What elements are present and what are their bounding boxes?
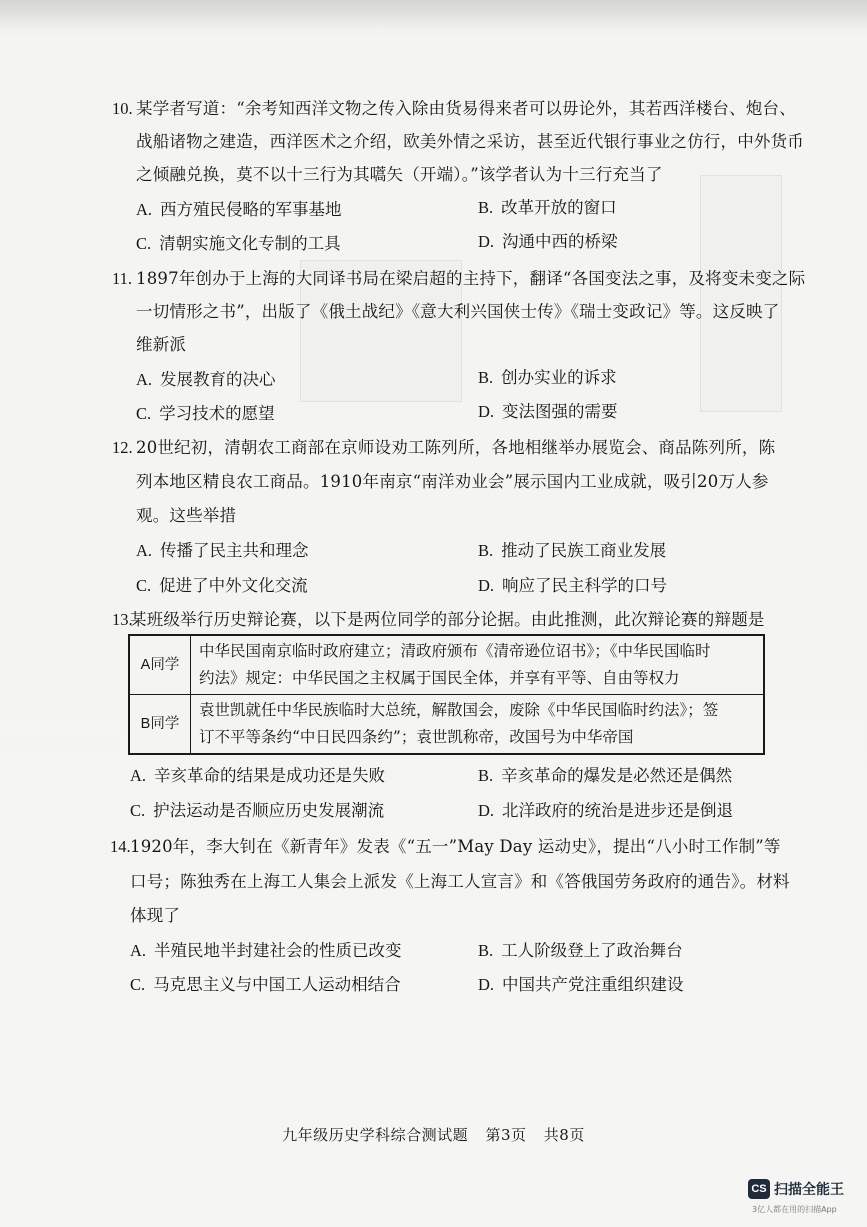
evidence-cell — [191, 635, 765, 695]
evidence-cell — [191, 695, 765, 755]
option-c — [136, 575, 308, 597]
option-text: 半殖民地半封建社会的性质已改变 — [154, 941, 402, 960]
option-text: 北洋政府的统治是进步还是倒退 — [502, 801, 734, 820]
option-a — [136, 369, 276, 391]
option-a — [130, 765, 385, 787]
evidence-line: 袁世凯就任中华民族临时大总统，解散国会，废除《中华民国临时约法》；签 — [199, 701, 719, 719]
question-number: 10. — [112, 99, 133, 118]
option-text: 沟通中西的桥梁 — [502, 232, 618, 251]
watermark-tagline: 3亿人都在用的扫描App — [752, 1205, 837, 1214]
option-letter: A. — [136, 541, 153, 560]
question-text: 战船诸物之建造，西洋医术之介绍，欧美外情之采访，甚至近代银行事业之仿行，中外货币 — [136, 132, 804, 151]
bleed-through-box — [700, 175, 782, 412]
option-letter: C. — [136, 576, 152, 595]
student-label: A同学 — [129, 635, 191, 695]
option-c — [136, 233, 341, 255]
scan-edge-shadow — [0, 0, 867, 28]
option-letter: C. — [130, 801, 146, 820]
option-text: 辛亥革命的结果是成功还是失败 — [154, 766, 386, 785]
option-text: 西方殖民侵略的军事基地 — [160, 200, 342, 219]
table-row — [129, 695, 764, 755]
option-a — [130, 940, 402, 962]
option-text: 响应了民主科学的口号 — [502, 576, 668, 595]
option-letter: B. — [478, 541, 494, 560]
option-letter: A. — [136, 200, 153, 219]
option-text: 中国共产党注重组织建设 — [502, 975, 684, 994]
question-text: 列本地区精良农工商品。1910年南京“南洋劝业会”展示国内工业成就，吸引20万人参 — [136, 472, 769, 491]
option-text: 变法图强的需要 — [502, 402, 618, 421]
question-number: 13. — [112, 610, 133, 629]
question-text: 1897年创办于上海的大同译书局在梁启超的主持下，翻译“各国变法之事，及将变未变之际 — [136, 269, 806, 288]
scanner-watermark — [748, 1178, 844, 1200]
option-text: 马克思主义与中国工人运动相结合 — [153, 975, 401, 994]
option-letter: D. — [478, 801, 495, 820]
option-text: 创办实业的诉求 — [501, 368, 617, 387]
option-letter: C. — [136, 404, 152, 423]
option-text: 工人阶级登上了政治舞台 — [501, 941, 683, 960]
option-b — [478, 540, 666, 562]
table-row — [129, 635, 764, 695]
option-text: 改革开放的窗口 — [501, 198, 617, 217]
question-number: 14. — [110, 837, 131, 856]
question-text: 维新派 — [136, 335, 187, 354]
option-b — [478, 765, 732, 787]
option-text: 传播了民主共和理念 — [160, 541, 309, 560]
student-label: B同学 — [129, 695, 191, 755]
option-letter: D. — [478, 576, 495, 595]
option-letter: A. — [136, 370, 153, 389]
option-c — [130, 800, 384, 822]
page-total: 共8页 — [543, 1126, 585, 1144]
option-letter: A. — [130, 941, 147, 960]
option-c — [136, 403, 275, 425]
question-text: 20世纪初，清朝农工商部在京师设劝工陈列所，各地相继举办展览会、商品陈列所，陈 — [136, 438, 776, 457]
question-number: 12. — [112, 438, 133, 457]
option-letter: B. — [478, 766, 494, 785]
exam-title: 九年级历史学科综合测试题 — [282, 1126, 469, 1144]
option-letter: C. — [130, 975, 146, 994]
question-text: 某学者写道：“余考知西洋文物之传入除由货易得来者可以毋论外，其若西洋楼台、炮台、 — [136, 99, 796, 118]
option-a — [136, 199, 342, 221]
question-text: 口号；陈独秀在上海工人集会上派发《上海工人宣言》和《答俄国劳务政府的通告》。材料 — [130, 872, 790, 891]
evidence-line: 订不平等条约“中日民四条约”；袁世凯称帝，改国号为中华帝国 — [199, 728, 634, 746]
evidence-line: 约法》规定：中华民国之主权属于国民全体，并享有平等、自由等权力 — [199, 669, 680, 687]
option-letter: A. — [130, 766, 147, 785]
question-text: 1920年，李大钊在《新青年》发表《“五一”May Day 运动史》，提出“八小时工作制”等 — [130, 837, 781, 856]
option-d — [478, 231, 618, 253]
option-d — [478, 401, 618, 423]
question-text: 之倾融兑换，莫不以十三行为其嚆矢（开端）。”该学者认为十三行充当了 — [136, 165, 663, 184]
option-d — [478, 575, 667, 597]
option-letter: D. — [478, 232, 495, 251]
option-letter: D. — [478, 975, 495, 994]
option-a — [136, 540, 309, 562]
watermark-app-name: 扫描全能王 — [774, 1182, 844, 1198]
question-text: 观。这些举措 — [136, 506, 237, 525]
option-text: 清朝实施文化专制的工具 — [159, 234, 341, 253]
camscanner-logo-icon: CS — [748, 1179, 770, 1199]
option-letter: B. — [478, 368, 494, 387]
option-text: 促进了中外文化交流 — [159, 576, 308, 595]
option-letter: D. — [478, 402, 495, 421]
option-text: 辛亥革命的爆发是必然还是偶然 — [501, 766, 733, 785]
option-text: 推动了民族工商业发展 — [501, 541, 667, 560]
debate-evidence-table — [128, 634, 765, 755]
option-b — [478, 197, 617, 219]
page-number: 第3页 — [485, 1126, 527, 1144]
option-b — [478, 367, 617, 389]
question-text: 体现了 — [130, 906, 181, 925]
question-text: 某班级举行历史辩论赛，以下是两位同学的部分论据。由此推测，此次辩论赛的辩题是 — [130, 610, 765, 629]
question-number: 11. — [112, 269, 133, 288]
option-c — [130, 974, 401, 996]
option-d — [478, 974, 684, 996]
question-text: 一切情形之书”，出版了《俄土战纪》《意大利兴国侠士传》《瑞士变政记》等。这反映了 — [136, 302, 780, 321]
option-letter: B. — [478, 198, 494, 217]
option-b — [478, 940, 683, 962]
option-text: 学习技术的愿望 — [159, 404, 275, 423]
evidence-line: 中华民国南京临时政府建立；清政府颁布《清帝逊位诏书》；《中华民国临时 — [199, 642, 711, 660]
option-text: 护法运动是否顺应历史发展潮流 — [153, 801, 385, 820]
page-footer — [0, 1124, 867, 1145]
option-letter: C. — [136, 234, 152, 253]
option-letter: B. — [478, 941, 494, 960]
option-d — [478, 800, 733, 822]
option-text: 发展教育的决心 — [160, 370, 276, 389]
